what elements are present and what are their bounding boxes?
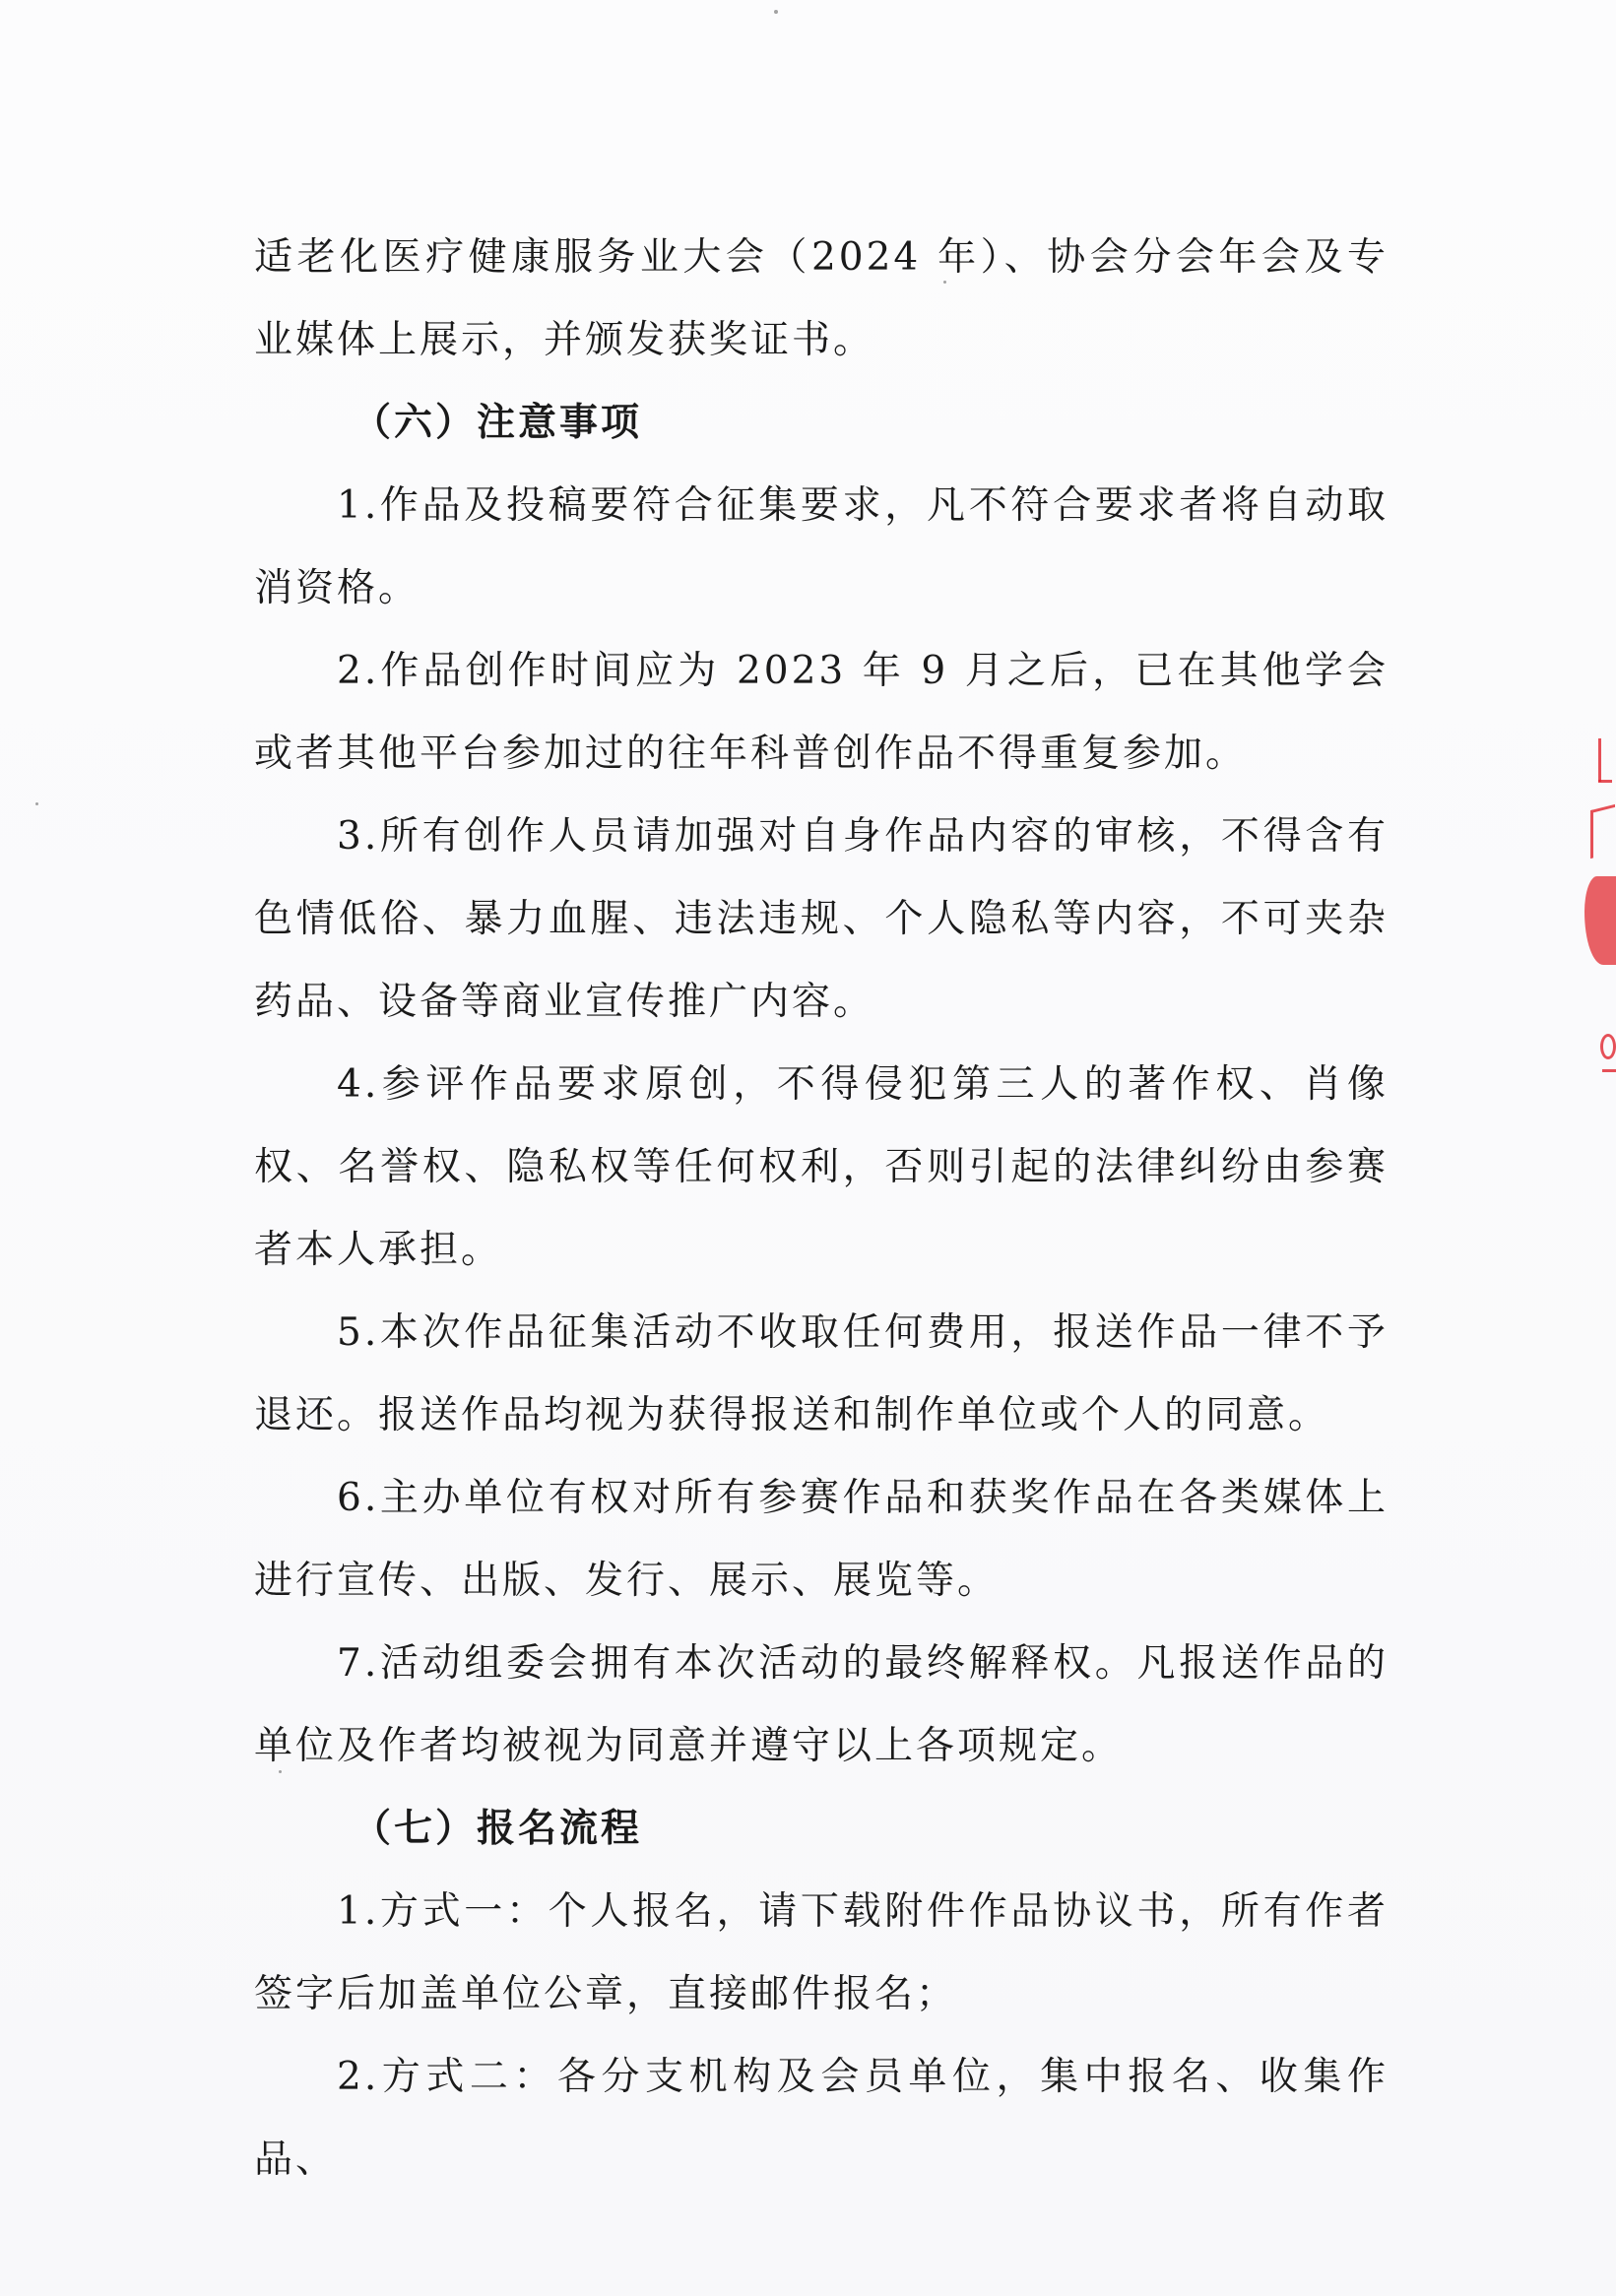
section-heading-notes: （六）注意事项 (353, 401, 643, 445)
list-item: 4.参评作品要求原创，不得侵犯第三人的著作权、肖像权、名誉权、隐私权等任何权利，否则引起的法律纠纷由参赛者本人承担。 (254, 1062, 1389, 1272)
list-item: 2.方式二：各分支机构及会员单位，集中报名、收集作品、 (254, 2055, 1389, 2182)
scan-speck (35, 802, 38, 805)
document-body (254, 217, 1389, 2201)
seal-stroke (1590, 804, 1615, 859)
scan-speck (943, 281, 946, 284)
list-item: 1.作品及投稿要符合征集要求，凡不符合要求者将自动取消资格。 (254, 483, 1389, 610)
scan-speck (279, 1770, 282, 1773)
list-item: 6.主办单位有权对所有参赛作品和获奖作品在各类媒体上进行宣传、出版、发行、展示、展览等。 (254, 1476, 1389, 1603)
partial-seal-stamp (1577, 709, 1616, 1083)
list-item: 1.方式一：个人报名，请下载附件作品协议书，所有作者签字后加盖单位公章，直接邮件报名； (254, 1889, 1389, 2016)
paragraph-continuation: 适老化医疗健康服务业大会（2024 年）、协会分会年会及专业媒体上展示，并颁发获奖证书。 (254, 235, 1389, 362)
seal-stroke (1598, 738, 1601, 782)
seal-stroke (1598, 780, 1612, 783)
list-item: 3.所有创作人员请加强对自身作品内容的审核，不得含有色情低俗、暴力血腥、违法违规、个人隐私等内容，不可夹杂药品、设备等商业宣传推广内容。 (254, 814, 1389, 1024)
seal-stroke (1584, 876, 1616, 965)
scan-speck (774, 10, 778, 14)
list-item: 7.活动组委会拥有本次活动的最终解释权。凡报送作品的单位及作者均被视为同意并遵守以上各项规定。 (254, 1641, 1389, 1768)
list-item: 5.本次作品征集活动不收取任何费用，报送作品一律不予退还。报送作品均视为获得报送和制作单位或个人的同意。 (254, 1310, 1389, 1437)
list-item: 2.作品创作时间应为 2023 年 9 月之后，已在其他学会或者其他平台参加过的往年科普创作品不得重复参加。 (254, 649, 1389, 776)
seal-stroke (1600, 1034, 1616, 1059)
section-heading-registration: （七）报名流程 (353, 1807, 643, 1851)
seal-stroke (1602, 1069, 1616, 1072)
